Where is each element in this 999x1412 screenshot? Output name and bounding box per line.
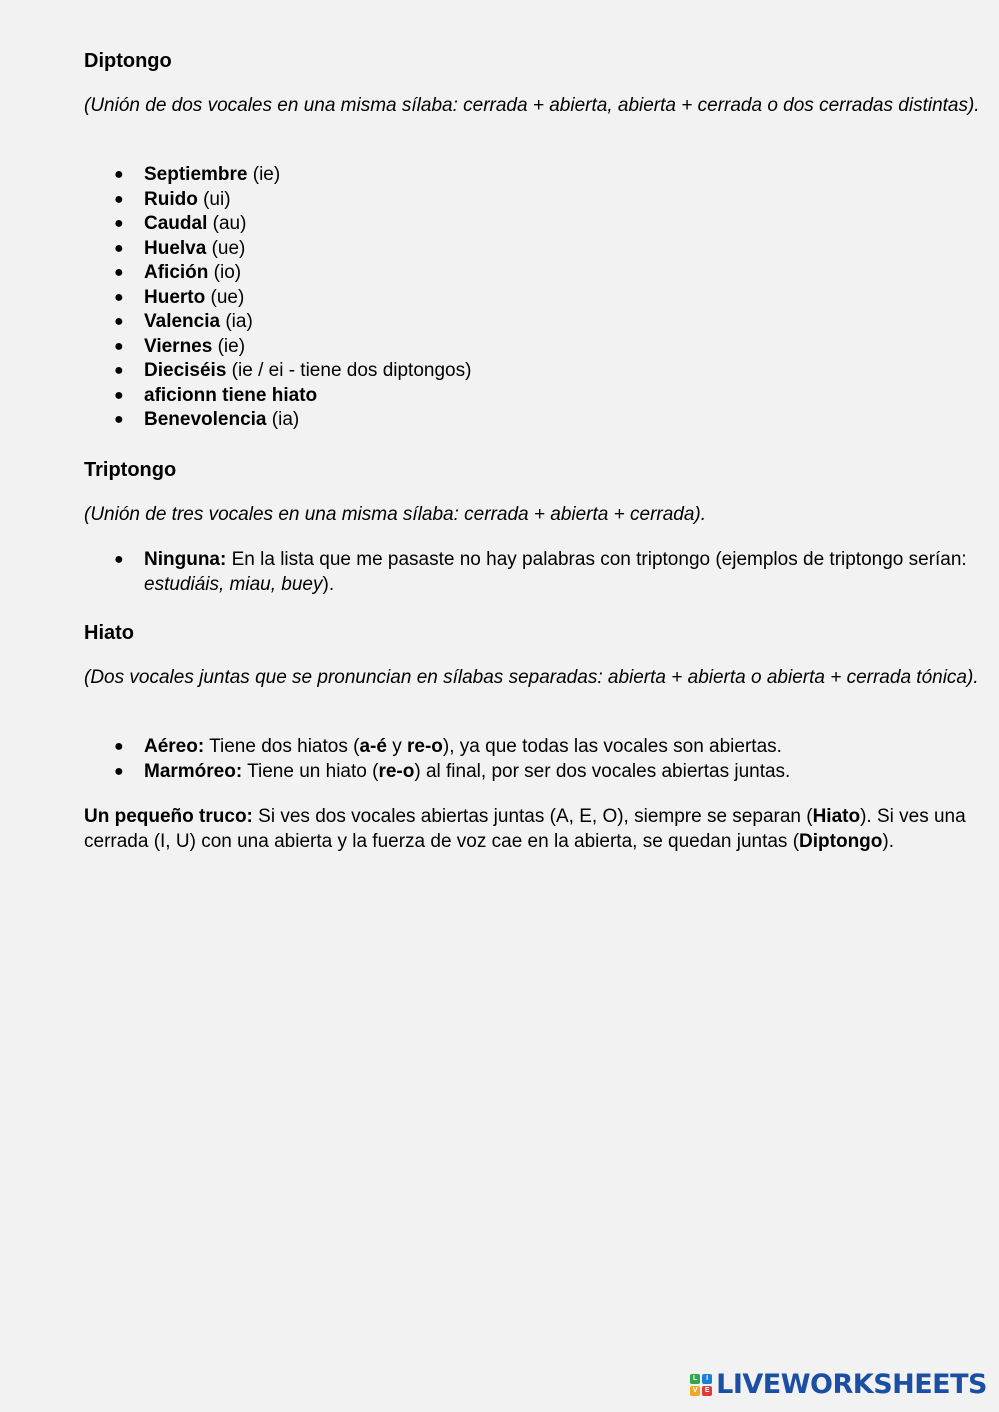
section-intro-hiato: (Dos vocales juntas que se pronuncian en sílabas separadas: abierta + abierta o abierta + cerrada tónica). [84,667,979,688]
list-item: ● Caudal (au) [84,212,993,237]
list-item: ● Benevolencia (ia) [84,408,993,433]
list-item: ● Ninguna: En la lista que me pasaste no hay palabras con triptongo (ejemplos de triptongo serían: estudiáis, miau, buey). [114,549,967,595]
list-item: ● Viernes (ie) [84,335,993,360]
list-item: ● Septiembre (ie) [84,163,993,188]
liveworksheets-logo-icon [690,1374,712,1396]
list-item: ● Huerto (ue) [84,286,993,311]
section-title-diptongo: Diptongo [84,50,172,72]
bullet-icon: ● [114,288,124,306]
bullet-icon: ● [114,313,124,330]
list-item: ● Ruido (ui) [84,188,993,213]
logo-tile: I [702,1374,712,1384]
list-item: ● Valencia (ia) [84,310,993,335]
list-item: ● Marmóreo: Tiene un hiato (re-o) al final, por ser dos vocales abiertas juntas. [84,760,993,785]
section-title-hiato: Hiato [84,622,134,644]
bullet-icon: ● [114,362,124,379]
bullet-icon: ● [114,738,124,755]
bullet-icon: ● [114,337,124,355]
bullet-icon: ● [114,215,124,232]
bullet-icon: ● [114,166,124,183]
logo-tile: V [690,1386,700,1396]
brand-name: LIVEWORKSHEETS [716,1369,987,1400]
section-intro-diptongo: (Unión de dos vocales en una misma sílaba: cerrada + abierta, abierta + cerrada o dos cerradas distintas). [84,95,980,116]
section-title-triptongo: Triptongo [84,459,177,481]
logo-tile: L [690,1374,700,1384]
triptongo-list [84,548,993,597]
section-intro-triptongo: (Unión de tres vocales en una misma sílaba: cerrada + abierta + cerrada). [84,504,707,525]
list-item: ● aficionn tiene hiato [84,384,993,409]
list-item: ● Afición (io) [84,261,993,286]
diptongo-list [84,163,993,433]
bullet-icon: ● [114,411,124,428]
bullet-icon: ● [114,190,124,208]
list-item: ● Aéreo: Tiene dos hiatos (a-é y re-o), ya que todas las vocales son abiertas. [84,735,993,760]
bullet-icon: ● [114,264,124,281]
bullet-icon: ● [114,386,124,404]
logo-tile: E [702,1386,712,1396]
list-item: ● Dieciséis (ie / ei - tiene dos diptongos) [84,359,993,384]
bullet-icon: ● [114,762,124,780]
hiato-list [84,735,993,784]
tip-paragraph: Un pequeño truco: Si ves dos vocales abiertas juntas (A, E, O), siempre se separan (Hiato). Si ves una cerrada (I, U) con una abierta y la fuerza de voz cae en la abierta, se quedan juntas (Diptongo). [84,806,966,852]
list-item: ● Huelva (ue) [84,237,993,262]
bullet-icon: ● [114,239,124,257]
bullet-icon: ● [114,551,124,568]
liveworksheets-brand [690,1369,987,1400]
